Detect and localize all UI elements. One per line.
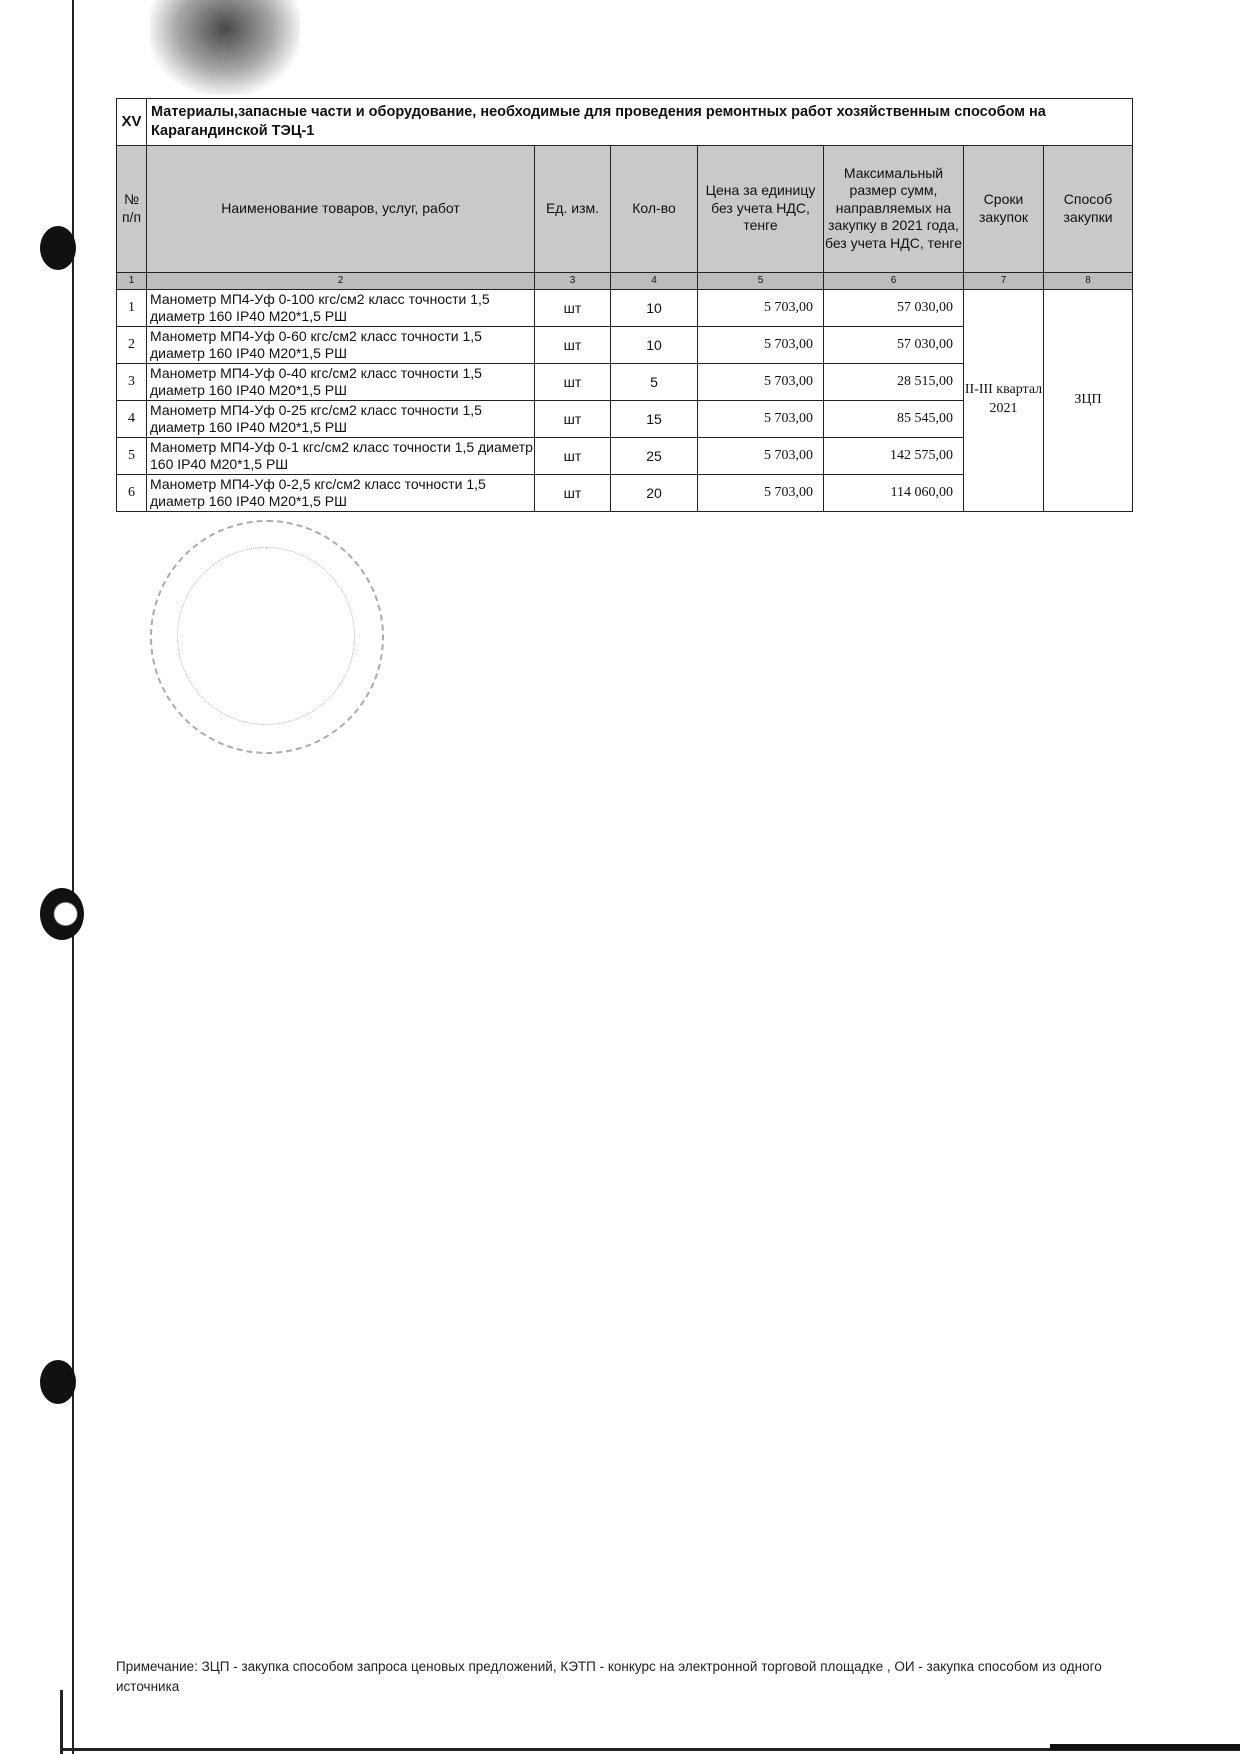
header-unit: Ед. изм. [535, 145, 611, 272]
binder-hole-icon [40, 1360, 76, 1404]
column-number: 5 [698, 272, 824, 289]
header-qty: Кол-во [611, 145, 698, 272]
item-sum: 57 030,00 [824, 289, 964, 326]
page-edge-line [72, 0, 74, 1754]
column-number-row [117, 272, 1133, 289]
header-period: Сроки закупок [964, 145, 1044, 272]
header-name: Наименование товаров, услуг, работ [147, 145, 535, 272]
item-sum: 142 575,00 [824, 437, 964, 474]
item-sum: 114 060,00 [824, 474, 964, 511]
item-sum: 57 030,00 [824, 326, 964, 363]
row-number: 5 [117, 437, 147, 474]
item-qty: 10 [611, 289, 698, 326]
item-name: Манометр МП4-Уф 0-25 кгс/см2 класс точности 1,5 диаметр 160 IP40 М20*1,5 РШ [147, 400, 535, 437]
row-number: 6 [117, 474, 147, 511]
item-name: Манометр МП4-Уф 0-100 кгс/см2 класс точности 1,5 диаметр 160 IP40 М20*1,5 РШ [147, 289, 535, 326]
binder-hole-icon [40, 888, 84, 940]
page-edge-line [60, 1690, 63, 1754]
column-number: 4 [611, 272, 698, 289]
item-qty: 25 [611, 437, 698, 474]
item-unit: шт [535, 326, 611, 363]
column-header-row [117, 145, 1133, 272]
item-unit: шт [535, 289, 611, 326]
column-number: 1 [117, 272, 147, 289]
column-number: 3 [535, 272, 611, 289]
item-name: Манометр МП4-Уф 0-40 кгс/см2 класс точности 1,5 диаметр 160 IP40 М20*1,5 РШ [147, 363, 535, 400]
row-number: 3 [117, 363, 147, 400]
seal-stamp [150, 520, 384, 754]
item-qty: 10 [611, 326, 698, 363]
item-qty: 5 [611, 363, 698, 400]
page-bottom-edge [1050, 1744, 1240, 1750]
purchase-method: ЗЦП [1044, 289, 1133, 511]
row-number: 1 [117, 289, 147, 326]
item-name: Манометр МП4-Уф 0-1 кгс/см2 класс точности 1,5 диаметр 160 IP40 М20*1,5 РШ [147, 437, 535, 474]
item-name: Манометр МП4-Уф 0-60 кгс/см2 класс точности 1,5 диаметр 160 IP40 М20*1,5 РШ [147, 326, 535, 363]
row-number: 4 [117, 400, 147, 437]
purchase-period: II-III квартал 2021 [964, 289, 1044, 511]
item-price: 5 703,00 [698, 326, 824, 363]
header-price: Цена за единицу без учета НДС, тенге [698, 145, 824, 272]
item-sum: 85 545,00 [824, 400, 964, 437]
column-number: 6 [824, 272, 964, 289]
item-price: 5 703,00 [698, 437, 824, 474]
item-price: 5 703,00 [698, 400, 824, 437]
item-unit: шт [535, 400, 611, 437]
column-number: 2 [147, 272, 535, 289]
column-number: 8 [1044, 272, 1133, 289]
procurement-table [116, 98, 1133, 512]
item-price: 5 703,00 [698, 474, 824, 511]
row-number: 2 [117, 326, 147, 363]
column-number: 7 [964, 272, 1044, 289]
header-num: № п/п [117, 145, 147, 272]
item-price: 5 703,00 [698, 363, 824, 400]
item-sum: 28 515,00 [824, 363, 964, 400]
header-max-sum: Максимальный размер сумм, направляемых на закупку в 2021 года, без учета НДС, тенге [824, 145, 964, 272]
item-unit: шт [535, 437, 611, 474]
section-title: Материалы,запасные части и оборудование, необходимые для проведения ремонтных работ хозяйственным способом на Карагандинской ТЭЦ-1 [147, 99, 1133, 146]
item-unit: шт [535, 474, 611, 511]
binder-hole-icon [40, 226, 76, 270]
footnote: Примечание: ЗЦП - закупка способом запроса ценовых предложений, КЭТП - конкурс на электронной торговой площадке , ОИ - закупка способом из одного источника [116, 1659, 1102, 1694]
table-row [117, 289, 1133, 326]
item-qty: 20 [611, 474, 698, 511]
item-unit: шт [535, 363, 611, 400]
header-method: Способ закупки [1044, 145, 1133, 272]
item-price: 5 703,00 [698, 289, 824, 326]
item-name: Манометр МП4-Уф 0-2,5 кгс/см2 класс точности 1,5 диаметр 160 IP40 М20*1,5 РШ [147, 474, 535, 511]
scan-smudge [150, 0, 300, 95]
item-qty: 15 [611, 400, 698, 437]
section-header-row [117, 99, 1133, 146]
section-number: XV [117, 99, 147, 146]
